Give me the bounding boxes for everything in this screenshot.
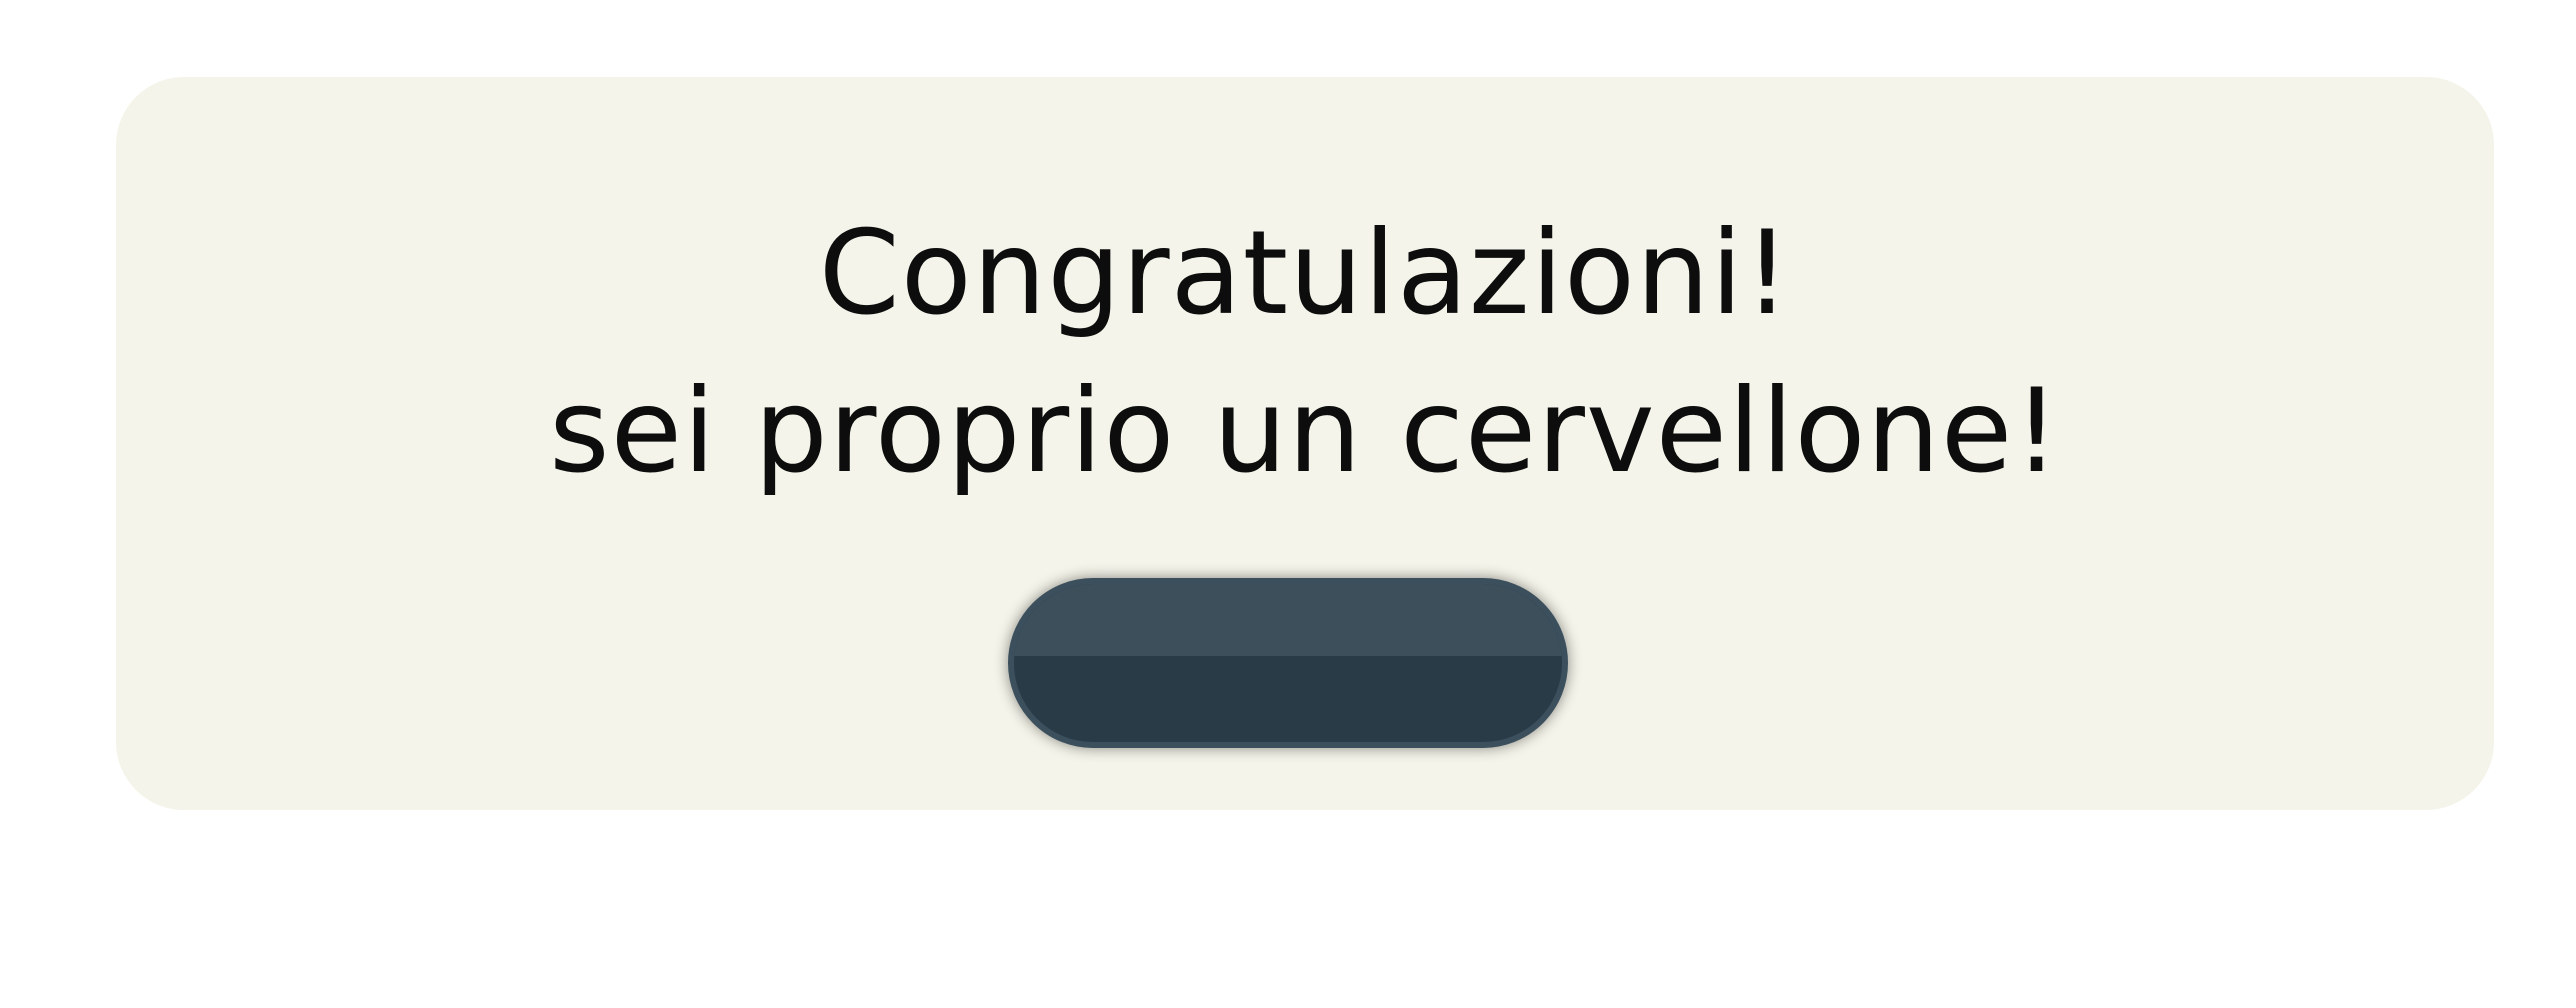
- congratulations-card: [116, 77, 2494, 810]
- message-line-1: Congratulazioni!: [818, 206, 1792, 341]
- button-label: [1014, 584, 1562, 742]
- message-line-2: sei proprio un cervellone!: [549, 364, 2061, 499]
- continue-button[interactable]: [1008, 578, 1568, 748]
- congratulations-message: [116, 195, 2494, 511]
